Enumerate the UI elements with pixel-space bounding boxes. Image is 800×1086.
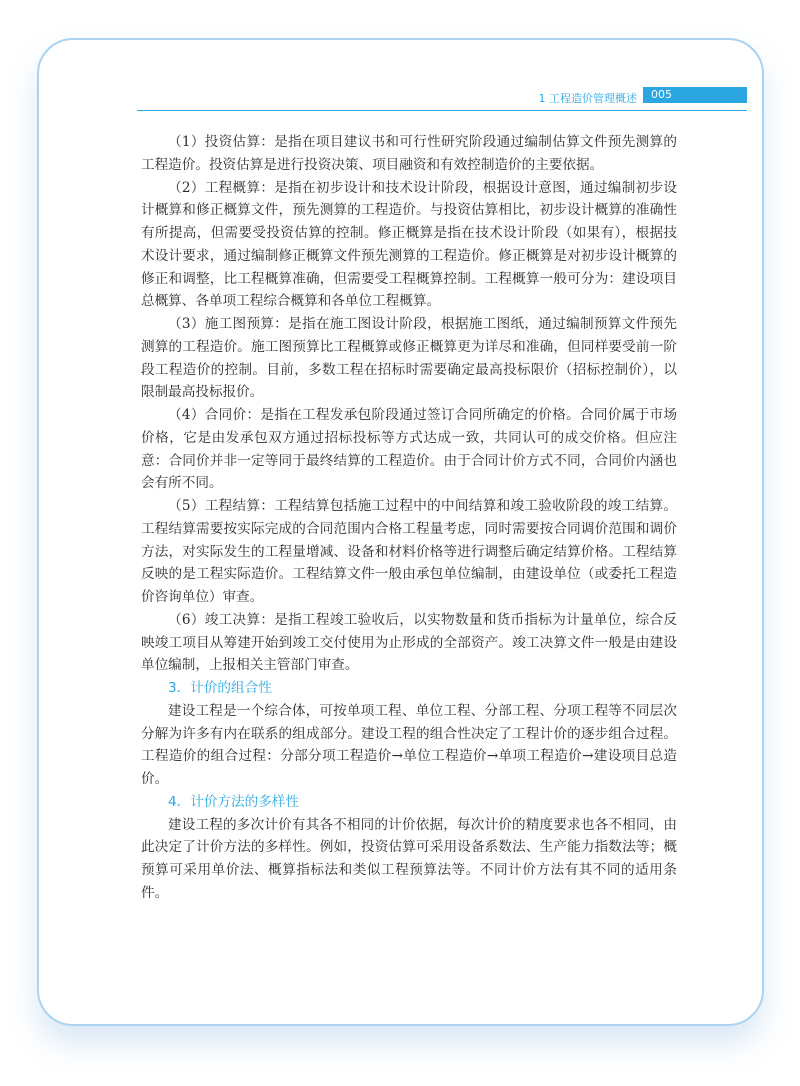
paragraph-construction-drawing-budget: （3）施工图预算：是指在施工图设计阶段，根据施工图纸，通过编制预算文件预先测算的工程造价。施工图预算比工程概算或修正概算更为详尽和准确，但同样要受前一阶段工程造价的控制。目前，多数工程在招标时需要确定最高投标限价（招标控制价），以限制最高投标报价。 (141, 316, 677, 401)
section-heading-composition: 3．计价的组合性 (168, 680, 272, 696)
running-header (137, 86, 747, 112)
paragraph-project-settlement: （5）工程结算：工程结算包括施工过程中的中间结算和竣工验收阶段的竣工结算。工程结算需要按实际完成的合同范围内合格工程量考虑，同时需要按合同调价范围和调价方法，对实际发生的工程量增减、设备和材料价格等进行调整后确定结算价格。工程结算反映的是工程实际造价。工程结算文件一般由承包单位编制，由建设单位（或委托工程造价咨询单位）审查。 (141, 498, 677, 605)
header-rule (137, 110, 747, 111)
paragraph-final-accounts: （6）竣工决算：是指工程竣工验收后，以实物数量和货币指标为计量单位，综合反映竣工项目从筹建开始到竣工交付使用为止形成的全部资产。竣工决算文件一般是由建设单位编制，上报相关主管部门审查。 (141, 611, 677, 674)
page-number: 005 (643, 87, 747, 103)
section-heading-methods: 4．计价方法的多样性 (168, 793, 299, 810)
chapter-title: 1 工程造价管理概述 (538, 92, 637, 105)
paragraph-project-budget: （2）工程概算：是指在初步设计和技术设计阶段，根据设计意图，通过编制初步设计概算和修正概算文件，预先测算的工程造价。与投资估算相比，初步设计概算的准确性有所提高，但需要受投资估算的控制。修正概算是指在技术设计阶段（如果有），根据技术设计要求，通过编制修正概算文件预先测算的工程造价。修正概算是对初步设计概算的修正和调整，比工程概算准确，但需要受工程概算控制。工程概算一般可分为：建设项目总概算、各单项工程综合概算和各单位工程概算。 (141, 179, 677, 310)
paragraph-composition: 建设工程是一个综合体，可按单项工程、单位工程、分部工程、分项工程等不同层次分解为许多有内在联系的组成部分。建设工程的组合性决定了工程计价的逐步组合过程。工程造价的组合过程：分部分项工程造价→单位工程造价→单项工程造价→建设项目总造价。 (141, 702, 677, 787)
paragraph-methods: 建设工程的多次计价有其各不相同的计价依据，每次计价的精度要求也各不相同，由此决定了计价方法的多样性。例如，投资估算可采用设备系数法、生产能力指数法等；概预算可采用单价法、概算指标法和类似工程预算法等。不同计价方法有其不同的适用条件。 (141, 816, 677, 901)
paragraph-investment-estimate: （1）投资估算：是指在项目建议书和可行性研究阶段通过编制估算文件预先测算的工程造价。投资估算是进行投资决策、项目融资和有效控制造价的主要依据。 (141, 134, 677, 173)
paragraph-contract-price: （4）合同价：是指在工程发承包阶段通过签订合同所确定的价格。合同价属于市场价格，它是由发承包双方通过招标投标等方式达成一致，共同认可的成交价格。但应注意：合同价并非一定等同于最终结算的工程造价。由于合同计价方式不同，合同价内涵也会有所不同。 (141, 407, 677, 492)
page-body (141, 131, 677, 905)
